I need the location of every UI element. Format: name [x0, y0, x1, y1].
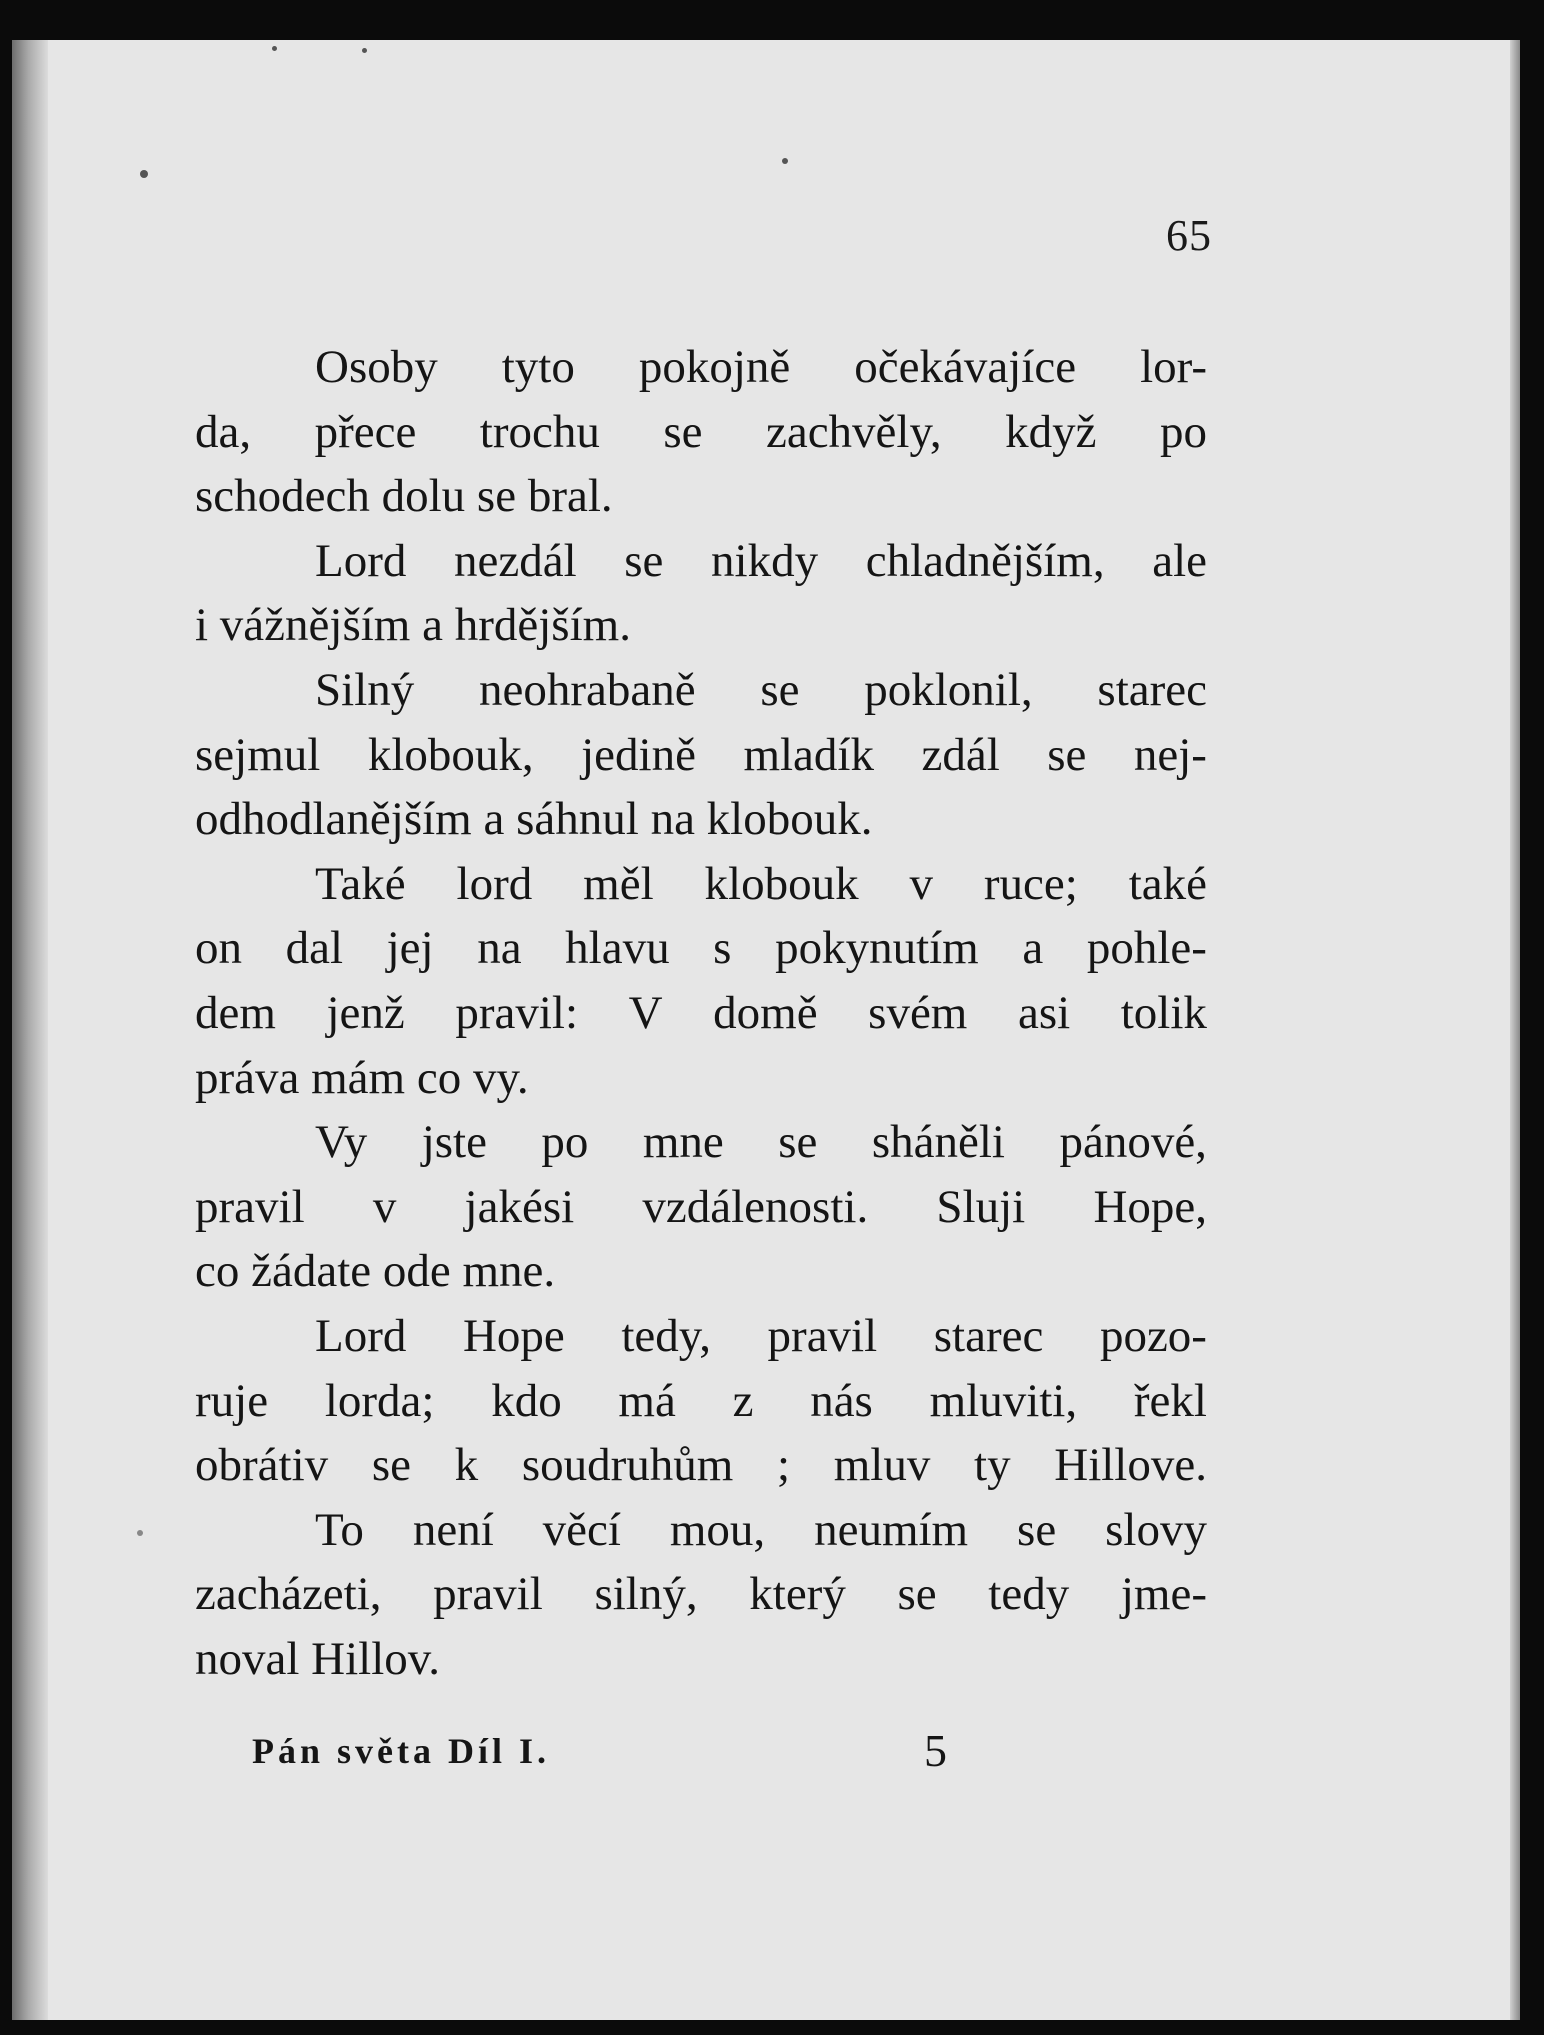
speck: [362, 48, 367, 53]
gutter-shadow: [12, 40, 48, 2020]
text-line: sejmul klobouk, jedině mladík zdál se nej-: [195, 728, 1207, 781]
text-line: on dal jej na hlavu s pokynutím a pohle-: [195, 922, 1207, 975]
text-line: Silný neohrabaně se poklonil, starec: [315, 663, 1207, 716]
text-line: Vy jste po mne se sháněli pánové,: [315, 1116, 1207, 1169]
speck: [272, 46, 277, 51]
text-line: dem jenž pravil: V domě svém asi tolik: [195, 986, 1207, 1039]
speck: [140, 170, 148, 178]
text-line: obrátiv se k soudruhům ; mluv ty Hillove.: [195, 1439, 1207, 1492]
book-page: [12, 40, 1520, 2020]
sheet-number: 5: [924, 1725, 947, 1776]
text-line: schodech dolu se bral.: [195, 470, 613, 523]
printer-signature: Pán světa Díl I.: [252, 1731, 550, 1771]
page-number: 65: [1166, 211, 1212, 260]
text-line: ruje lorda; kdo má z nás mluviti, řekl: [195, 1374, 1207, 1427]
speck: [782, 158, 788, 164]
text-line: odhodlanějším a sáhnul na klobouk.: [195, 793, 873, 846]
text-line: Také lord měl klobouk v ruce; také: [315, 857, 1207, 910]
text-line: Osoby tyto pokojně očekávajíce lor-: [315, 341, 1207, 393]
text-line: noval Hillov.: [195, 1632, 440, 1685]
text-line: co žádate ode mne.: [195, 1245, 556, 1298]
body-text: [195, 335, 1207, 1691]
text-line: To není věcí mou, neumím se slovy: [315, 1503, 1207, 1556]
page-edge: [1510, 40, 1520, 2020]
text-line: da, přece trochu se zachvěly, když po: [195, 405, 1207, 458]
text-line: Lord nezdál se nikdy chladnějším, ale: [315, 534, 1207, 587]
text-line: i vážnějším a hrdějším.: [195, 599, 631, 652]
text-line: práva mám co vy.: [195, 1051, 529, 1104]
text-line: Lord Hope tedy, pravil starec pozo-: [315, 1309, 1207, 1362]
text-line: pravil v jakési vzdálenosti. Sluji Hope,: [195, 1180, 1207, 1233]
page-footer: [252, 1725, 952, 1790]
text-line: zacházeti, pravil silný, který se tedy jme-: [195, 1568, 1207, 1621]
speck: [137, 1530, 143, 1536]
